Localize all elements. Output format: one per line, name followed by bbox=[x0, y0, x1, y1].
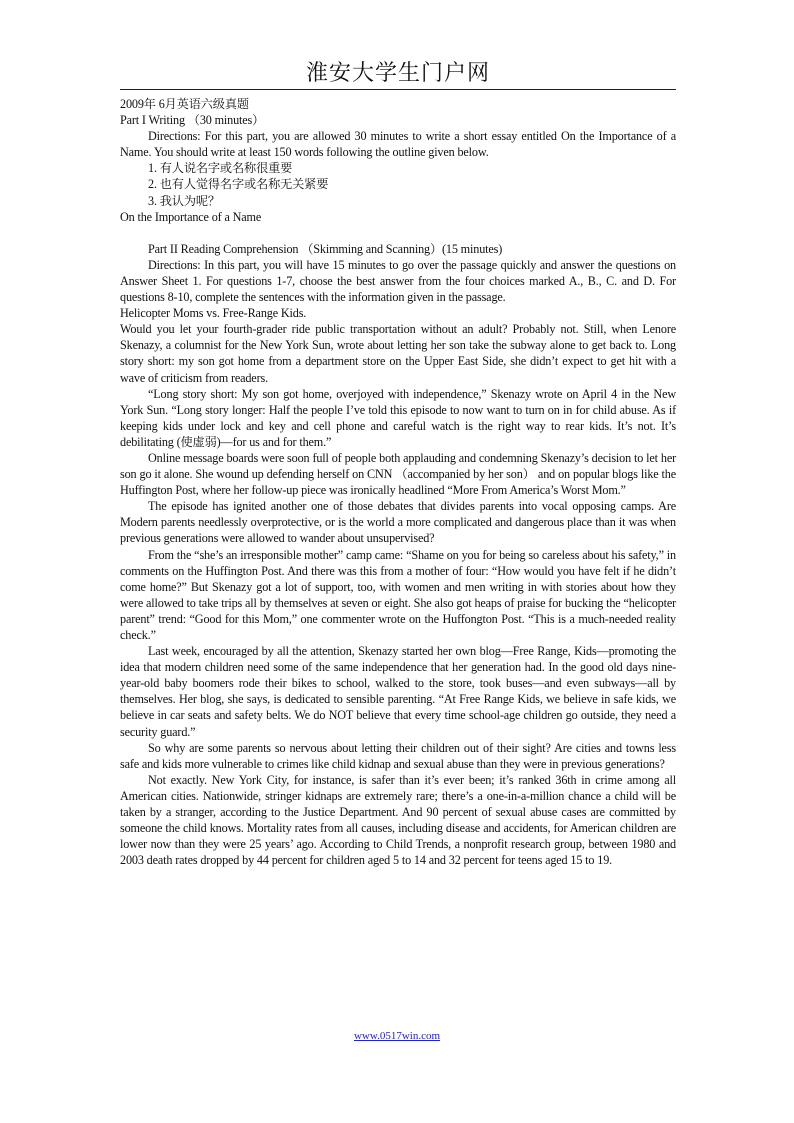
document-body bbox=[120, 96, 676, 868]
passage-title: Helicopter Moms vs. Free-Range Kids. bbox=[120, 306, 307, 321]
section-spacer bbox=[120, 225, 676, 241]
outline-item: 2. 也有人觉得名字或名称无关紧要 bbox=[148, 177, 329, 192]
part2-title: Part II Reading Comprehension （Skimming and Scanning）(15 minutes) bbox=[148, 241, 503, 256]
footer-website-link[interactable]: www.0517win.com bbox=[353, 1030, 441, 1042]
outline-item: 1. 有人说名字或名称很重要 bbox=[148, 161, 293, 176]
page-footer bbox=[0, 1030, 794, 1042]
essay-title: On the Importance of a Name bbox=[120, 209, 262, 224]
passage-paragraph: Not exactly. New York City, for instance, is safer than it’s ever been; it’s ranked 36th in crime among all American cities. Nationwide, stringer kidnaps are extremely rare; there’s a one-in-a-million chance a child will be taken by a stranger, according to the Justice Department. And 90 percent of sexual abuse cases are committed by someone the child knows. Mortality rates from all causes, including disease and accidents, for American children are lower now than they were 25 years’ ago. According to Child Trends, a nonprofit research group, between 1980 and 2003 death rates dropped by 44 percent for children aged 5 to 14 and 32 percent for teens aged 15 to 19. bbox=[120, 772, 676, 868]
passage-paragraph: “Long story short: My son got home, overjoyed with independence,” Skenazy wrote on April 4 in the New York Sun. “Long story longer: Half the people I’ve told this episode to now want to turn on in for child abuse. As if keeping kids under lock and key and cell phone and careful watch is the right way to rear kids. It’s not. It’s debilitating (使虚弱)—for us and for them.” bbox=[120, 386, 676, 449]
part1-directions: Directions: For this part, you are allowed 30 minutes to write a short essay entitled On the Importance of a Name. You should write at least 150 words following the outline given below. bbox=[120, 129, 676, 160]
part1-title: Part I Writing （30 minutes） bbox=[120, 113, 265, 128]
document-heading: 2009年 6月英语六级真题 bbox=[120, 97, 249, 111]
passage-paragraph: Would you let your fourth-grader ride public transportation without an adult? Probably not. Still, when Lenore Skenazy, a columnist for the New York Sun, wrote about letting her son take the subway alone to get back to. Long story short: my son got home from a department store on the Upper East Side, she didn’t expect to get hit with a wave of criticism from readers. bbox=[120, 322, 676, 385]
outline-item: 3. 我认为呢？ bbox=[148, 193, 220, 208]
passage-paragraph: Online message boards were soon full of people both applauding and condemning Skenazy’s decision to let her son go it alone. She wound up defending herself on CNN （accompanied by her son） and on popular blogs like the Huffington Post, where her follow-up piece was ironically headlined “More From America’s Worst Mom.” bbox=[120, 450, 676, 498]
part2-directions: Directions: In this part, you will have 15 minutes to go over the passage quickly and answer the questions on Answer Sheet 1. For questions 1-7, choose the best answer from the four choices marked A., B., C. and D. For questions 8-10, complete the sentences with the information given in the passage. bbox=[120, 257, 676, 305]
header-divider bbox=[120, 89, 676, 90]
passage-paragraph: The episode has ignited another one of those debates that divides parents into vocal opposing camps. Are Modern parents needlessly overprotective, or is the world a more complicated and dangerous place than it was when previous generations were allowed to wander about unsupervised? bbox=[120, 499, 676, 546]
passage-paragraph: So why are some parents so nervous about letting their children out of their sight? Are cities and towns less safe and kids more vulnerable to crimes like child kidnap and sexual abuse than they were in previous generations? bbox=[120, 740, 676, 771]
page-header-title: 淮安大学生门户网 bbox=[305, 61, 490, 86]
passage-paragraph: From the “she’s an irresponsible mother” camp came: “Shame on you for being so careless about his safety,” in comments on the Huffington Post. And there was this from a mother of four: “How would you have felt if he didn’t come home?” But Skenazy got a lot of support, too, with women and men writing in with stories about how they were allowed to take trips all by themselves at seven or eight. She also got heaps of praise for bucking the “helicopter parent” trend: “Good for this Mom,” one commenter wrote on the Huffongton Post. “This is a much-needed reality check.” bbox=[120, 547, 676, 642]
passage-paragraph: Last week, encouraged by all the attention, Skenazy started her own blog—Free Range, Kids—promoting the idea that modern children need some of the same independence that her generation had. In the good old days nine-year-old baby boomers rode their bikes to school, walked to the store, took buses—and even subways—all by themselves. Her blog, she says, is dedicated to sensible parenting. “At Free Range Kids, we believe in safe kids, we believe in car seats and safety belts. We do NOT believe that every time school-age children go outside, they need a security guard.” bbox=[120, 644, 676, 739]
